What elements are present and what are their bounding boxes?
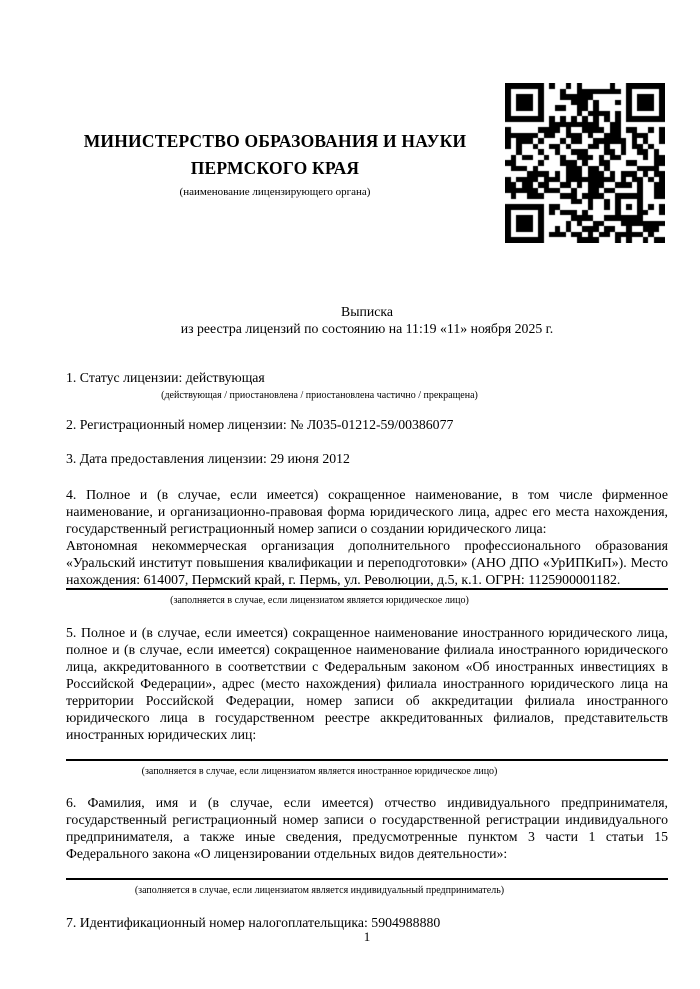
- item-registration-number: 2. Регистрационный номер лицензии: № Л035-01212-59/00386077: [66, 417, 454, 432]
- item-license-status: 1. Статус лицензии: действующая: [66, 370, 265, 385]
- item-license-status-caption: (действующая / приостановлена / приостановлена частично / прекращена): [161, 390, 478, 401]
- item-foreign-entity-caption: (заполняется в случае, если лицензиатом является иностранное юридическое лицо): [141, 766, 498, 777]
- qr-code: [505, 83, 665, 243]
- ministry-name-line1: МИНИСТЕРСТВО ОБРАЗОВАНИЯ И НАУКИ: [83, 131, 467, 151]
- item-legal-entity: [66, 486, 668, 590]
- item-license-grant-date: 3. Дата предоставления лицензии: 29 июня 2012: [66, 451, 350, 466]
- item-foreign-entity-blank-line: [66, 759, 668, 761]
- item-legal-entity-value: Автономная некоммерческая организация дополнительного профессионального образования «Уральский институт повышения квалификации и переподготовки» (АНО ДПО «УрИПКиП»). Место нахождения: 614007, Пермский край, г. Пермь, ул. Революции, д.5, к.1. ОГРН: 1125900001182.: [66, 538, 668, 587]
- item-individual-entrepreneur-label: 6. Фамилия, имя и (в случае, если имеется) отчество индивидуального предпринимателя, государственный регистрационный номер записи о государственной регистрации индивидуального предпринимателя, а также иные сведения, предусмотренные пунктом 3 части 1 статьи 15 Федерального закона «О лицензировании отдельных видов деятельности»:: [66, 795, 668, 861]
- item-taxpayer-number: 7. Идентификационный номер налогоплательщика: 5904988880: [66, 915, 441, 930]
- document-title-line1: Выписка: [341, 304, 393, 319]
- licensing-authority-caption: (наименование лицензирующего органа): [179, 186, 371, 198]
- item-legal-entity-caption: (заполняется в случае, если лицензиатом является юридическое лицо): [170, 595, 469, 606]
- document-title: [66, 303, 668, 337]
- item-individual-entrepreneur-caption: (заполняется в случае, если лицензиатом является индивидуальный предприниматель): [134, 885, 505, 896]
- licensing-authority-header: [60, 128, 490, 199]
- item-foreign-entity-label: 5. Полное и (в случае, если имеется) сокращенное наименование иностранного юридического лица, полное и (в случае, если имеется) сокращенное наименование филиала иностранного юридического лица, аккредитованного в соответствии с Федеральным законом «Об иностранных инвестициях в Российской Федерации», адрес (место нахождения) филиала иностранного юридического лица на территории Российской Федерации, номер записи об аккредитации филиала иностранного юридического лица в государственном реестре аккредитованных филиалов, представительств иностранных юридических лиц:: [66, 625, 668, 742]
- ministry-name-line2: ПЕРМСКОГО КРАЯ: [190, 158, 360, 178]
- item-individual-entrepreneur-blank-line: [66, 878, 668, 880]
- document-title-line2: из реестра лицензий по состоянию на 11:19 «11» ноября 2025 г.: [180, 321, 554, 336]
- document-body: [66, 369, 668, 931]
- page-number: 1: [363, 929, 371, 944]
- item-legal-entity-label: 4. Полное и (в случае, если имеется) сокращенное наименование, в том числе фирменное наименование, и организационно-правовая форма юридического лица, адрес его места нахождения, государственный регистрационный номер записи о создании юридического лица:: [66, 487, 668, 536]
